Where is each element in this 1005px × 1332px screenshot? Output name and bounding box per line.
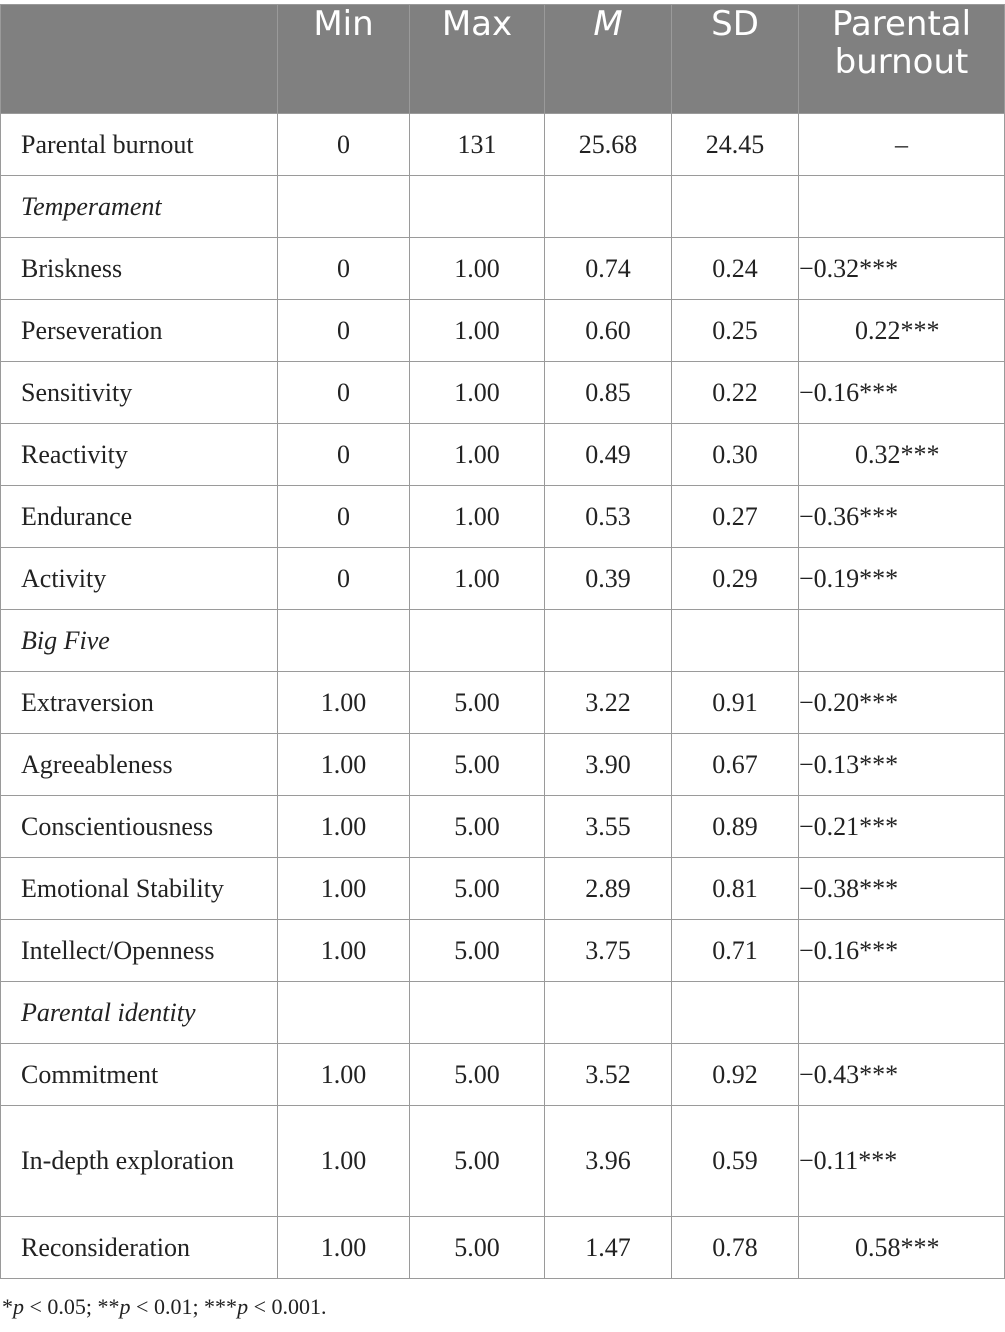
table-row xyxy=(1,1044,1005,1106)
cell-min: 0 xyxy=(278,238,410,300)
cell-correlation xyxy=(799,982,1005,1044)
row-label: Reactivity xyxy=(1,424,278,486)
cell-sd: 0.59 xyxy=(672,1106,799,1217)
cell-correlation: – xyxy=(799,114,1005,176)
cell-min: 1.00 xyxy=(278,1044,410,1106)
row-label: Temperament xyxy=(1,176,278,238)
cell-sd: 0.71 xyxy=(672,920,799,982)
table-row xyxy=(1,362,1005,424)
cell-correlation: −0.20*** xyxy=(799,672,1005,734)
header-mean: M xyxy=(545,5,672,114)
cell-max: 5.00 xyxy=(410,1106,545,1217)
cell-max: 1.00 xyxy=(410,238,545,300)
cell-max: 5.00 xyxy=(410,920,545,982)
cell-sd: 0.81 xyxy=(672,858,799,920)
significance-footnote: *p < 0.05; **p < 0.01; ***p < 0.001. xyxy=(2,1294,327,1319)
cell-sd xyxy=(672,176,799,238)
table-row xyxy=(1,300,1005,362)
cell-correlation: −0.21*** xyxy=(799,796,1005,858)
cell-sd: 0.24 xyxy=(672,238,799,300)
cell-correlation xyxy=(799,610,1005,672)
row-label: Reconsideration xyxy=(1,1217,278,1279)
cell-max: 5.00 xyxy=(410,796,545,858)
cell-mean: 3.90 xyxy=(545,734,672,796)
cell-min: 1.00 xyxy=(278,1106,410,1217)
cell-correlation: −0.16*** xyxy=(799,920,1005,982)
cell-max: 1.00 xyxy=(410,486,545,548)
cell-min xyxy=(278,610,410,672)
table-body xyxy=(1,114,1005,1279)
cell-sd: 0.30 xyxy=(672,424,799,486)
descriptive-stats-table xyxy=(0,4,1005,1279)
header-parental-burnout: Parental burnout xyxy=(799,5,1005,114)
cell-correlation: −0.32*** xyxy=(799,238,1005,300)
cell-correlation: 0.22*** xyxy=(799,300,1005,362)
cell-max: 5.00 xyxy=(410,734,545,796)
cell-sd: 0.25 xyxy=(672,300,799,362)
section-row xyxy=(1,610,1005,672)
cell-sd: 0.92 xyxy=(672,1044,799,1106)
cell-max xyxy=(410,982,545,1044)
cell-correlation: −0.11*** xyxy=(799,1106,1005,1217)
table-row xyxy=(1,424,1005,486)
cell-correlation: 0.58*** xyxy=(799,1217,1005,1279)
cell-mean: 2.89 xyxy=(545,858,672,920)
cell-mean: 0.49 xyxy=(545,424,672,486)
cell-min: 1.00 xyxy=(278,734,410,796)
row-label: Conscientiousness xyxy=(1,796,278,858)
cell-min: 0 xyxy=(278,362,410,424)
row-label: In-depth exploration xyxy=(1,1106,278,1217)
row-label: Parental burnout xyxy=(1,114,278,176)
header-max: Max xyxy=(410,5,545,114)
cell-mean: 0.39 xyxy=(545,548,672,610)
cell-mean: 25.68 xyxy=(545,114,672,176)
cell-sd xyxy=(672,982,799,1044)
cell-max xyxy=(410,176,545,238)
cell-correlation xyxy=(799,176,1005,238)
row-label: Commitment xyxy=(1,1044,278,1106)
cell-correlation: −0.16*** xyxy=(799,362,1005,424)
row-label: Agreeableness xyxy=(1,734,278,796)
cell-mean xyxy=(545,982,672,1044)
cell-mean: 3.96 xyxy=(545,1106,672,1217)
cell-max: 1.00 xyxy=(410,362,545,424)
cell-min: 0 xyxy=(278,548,410,610)
cell-max: 5.00 xyxy=(410,1044,545,1106)
cell-min: 1.00 xyxy=(278,920,410,982)
cell-max: 131 xyxy=(410,114,545,176)
cell-mean xyxy=(545,176,672,238)
cell-min: 1.00 xyxy=(278,858,410,920)
cell-mean: 0.85 xyxy=(545,362,672,424)
cell-sd: 24.45 xyxy=(672,114,799,176)
table-row xyxy=(1,920,1005,982)
cell-mean: 1.47 xyxy=(545,1217,672,1279)
header-label xyxy=(1,5,278,114)
table-row xyxy=(1,114,1005,176)
cell-sd: 0.91 xyxy=(672,672,799,734)
cell-max: 1.00 xyxy=(410,424,545,486)
table-row xyxy=(1,238,1005,300)
table-row xyxy=(1,796,1005,858)
cell-min: 0 xyxy=(278,300,410,362)
header-row xyxy=(1,5,1005,114)
row-label: Briskness xyxy=(1,238,278,300)
cell-min: 1.00 xyxy=(278,672,410,734)
cell-min: 1.00 xyxy=(278,1217,410,1279)
cell-max: 1.00 xyxy=(410,548,545,610)
cell-min: 0 xyxy=(278,424,410,486)
cell-correlation: 0.32*** xyxy=(799,424,1005,486)
cell-max: 5.00 xyxy=(410,672,545,734)
row-label: Big Five xyxy=(1,610,278,672)
cell-correlation: −0.13*** xyxy=(799,734,1005,796)
header-sd: SD xyxy=(672,5,799,114)
section-row xyxy=(1,982,1005,1044)
cell-sd: 0.27 xyxy=(672,486,799,548)
table-row xyxy=(1,1106,1005,1217)
cell-min xyxy=(278,176,410,238)
cell-mean: 3.52 xyxy=(545,1044,672,1106)
cell-min: 0 xyxy=(278,114,410,176)
cell-mean: 0.60 xyxy=(545,300,672,362)
row-label: Intellect/Openness xyxy=(1,920,278,982)
cell-mean: 0.74 xyxy=(545,238,672,300)
section-row xyxy=(1,176,1005,238)
cell-mean: 3.55 xyxy=(545,796,672,858)
row-label: Emotional Stability xyxy=(1,858,278,920)
row-label: Endurance xyxy=(1,486,278,548)
cell-sd: 0.22 xyxy=(672,362,799,424)
row-label: Activity xyxy=(1,548,278,610)
cell-sd: 0.78 xyxy=(672,1217,799,1279)
cell-min xyxy=(278,982,410,1044)
table-row xyxy=(1,734,1005,796)
cell-max: 1.00 xyxy=(410,300,545,362)
cell-sd: 0.29 xyxy=(672,548,799,610)
cell-mean xyxy=(545,610,672,672)
cell-mean: 3.22 xyxy=(545,672,672,734)
row-label: Parental identity xyxy=(1,982,278,1044)
table-row xyxy=(1,1217,1005,1279)
row-label: Extraversion xyxy=(1,672,278,734)
cell-mean: 3.75 xyxy=(545,920,672,982)
table-row xyxy=(1,672,1005,734)
cell-correlation: −0.36*** xyxy=(799,486,1005,548)
cell-sd: 0.67 xyxy=(672,734,799,796)
cell-max: 5.00 xyxy=(410,858,545,920)
cell-correlation: −0.43*** xyxy=(799,1044,1005,1106)
cell-min: 0 xyxy=(278,486,410,548)
row-label: Perseveration xyxy=(1,300,278,362)
cell-sd: 0.89 xyxy=(672,796,799,858)
cell-max: 5.00 xyxy=(410,1217,545,1279)
table-row xyxy=(1,548,1005,610)
row-label: Sensitivity xyxy=(1,362,278,424)
cell-max xyxy=(410,610,545,672)
table-row xyxy=(1,486,1005,548)
cell-sd xyxy=(672,610,799,672)
cell-correlation: −0.19*** xyxy=(799,548,1005,610)
table-row xyxy=(1,858,1005,920)
cell-mean: 0.53 xyxy=(545,486,672,548)
cell-correlation: −0.38*** xyxy=(799,858,1005,920)
cell-min: 1.00 xyxy=(278,796,410,858)
header-min: Min xyxy=(278,5,410,114)
